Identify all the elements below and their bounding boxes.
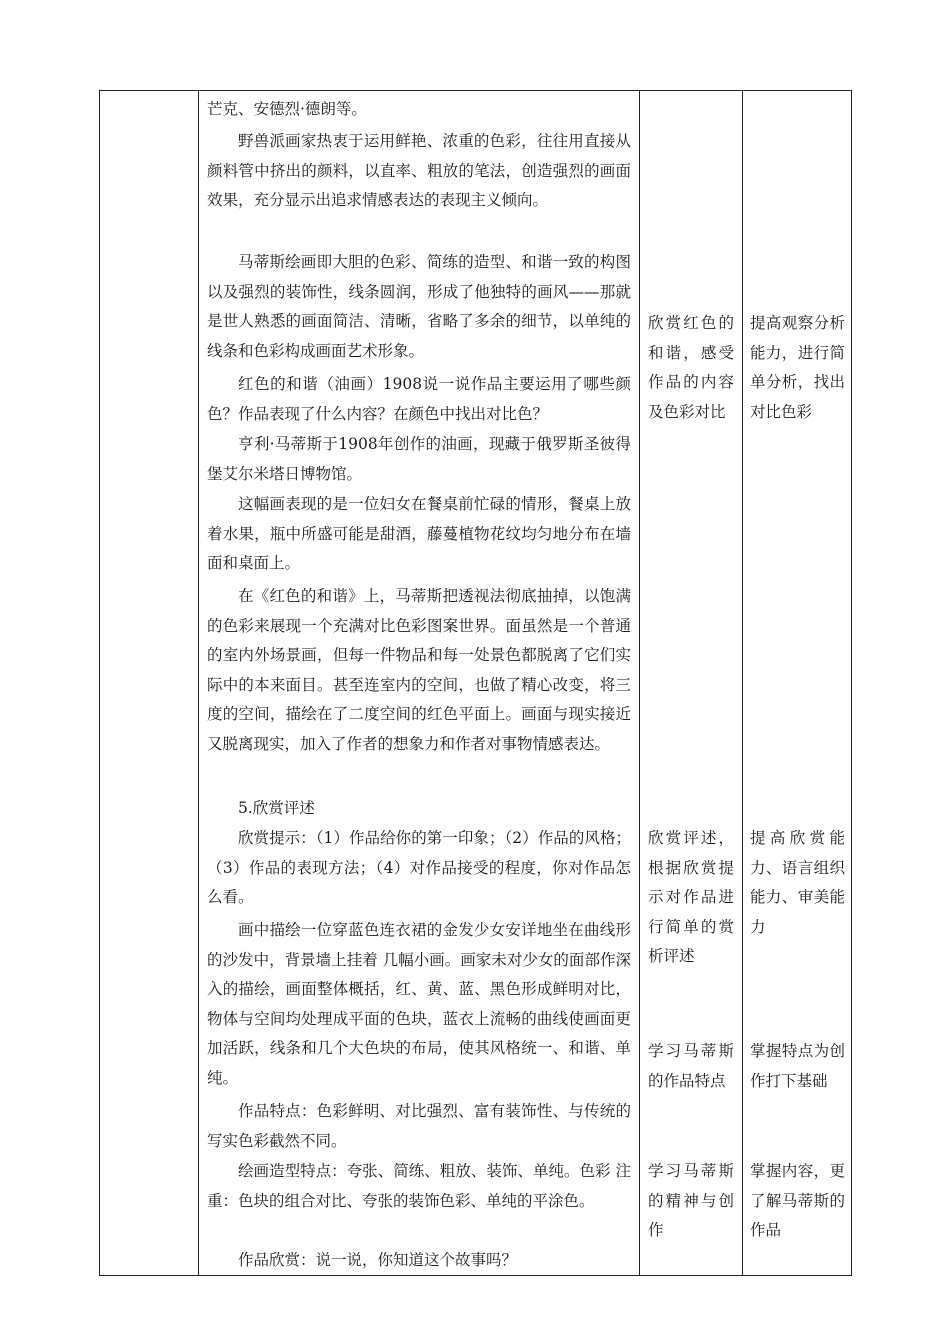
section-heading: 5.欣赏评述: [238, 799, 315, 817]
column-divider: [639, 91, 640, 1275]
column-divider: [198, 91, 199, 1275]
teaching-content-paragraph: 在《红色的和谐》上，马蒂斯把透视法彻底抽掉，以饱满的色彩来展现一个充满对比色彩图案世界。面虽然是一个普通的室内外场景画，但每一件物品和每一处景色都脱离了它们实际中的本来面目。甚至连室内的空间，也做了精心改变，将三度的空间，描绘在了二度空间的红色平面上。画面与现实接近又脱离现实，加入了作者的想象力和作者对事物情感表达。: [207, 587, 631, 753]
teaching-content-paragraph: 芒克、安德烈·德朗等。: [207, 100, 367, 118]
teaching-content-paragraph: 作品欣赏：说一说，你知道这个故事吗？: [238, 1251, 518, 1269]
teaching-content-paragraph: 这幅画表现的是一位妇女在餐桌前忙碌的情形，餐桌上放着水果，瓶中所盛可能是甜酒，藤蔓植物花纹均匀地分布在墙面和桌面上。: [207, 495, 631, 573]
teaching-content-paragraph: 马蒂斯绘画即大胆的色彩、简练的造型、和谐一致的构图以及强烈的装饰性，线条圆润，形成了他独特的画风——那就是世人熟悉的画面简洁、清晰，省略了多余的细节，以单纯的线条和色彩构成画面艺术形象。: [207, 253, 631, 360]
student-activity-cell: 欣赏红色的和谐，感受作品的内容及色彩对比: [648, 314, 734, 421]
teaching-content-paragraph: 画中描绘一位穿蓝色连衣裙的金发少女安详地坐在曲线形的沙发中，背景墙上挂着 几幅小画。画家未对少女的面部作深入的描绘，画面整体概括，红、黄、蓝、黑色形成鲜明对比，物体与空间均处理成平面的色块，蓝衣上流畅的曲线使画面更加活跃，线条和几个大色块的布局，使其风格统一、和谐、单纯。: [207, 921, 631, 1087]
teaching-content-paragraph: 作品特点：色彩鲜明、对比强烈、富有装饰性、与传统的写实色彩截然不同。: [207, 1102, 631, 1150]
lesson-plan-table: [99, 90, 852, 1276]
design-intent-cell: 掌握内容，更了解马蒂斯的作品: [750, 1162, 845, 1240]
design-intent-cell: 提高观察分析能力，进行简单分析，找出对比色彩: [750, 314, 845, 421]
student-activity-cell: 欣赏评述，根据欣赏提示对作品进行简单的赏析评述: [648, 829, 734, 966]
teaching-content-paragraph: 欣赏提示：（1）作品给你的第一印象；（2）作品的风格；（3）作品的表现方法；（4）对作品接受的程度，你对作品怎么看。: [207, 829, 631, 907]
design-intent-cell: 提高欣赏能力、语言组织能力、审美能力: [750, 829, 845, 936]
design-intent-cell: 掌握特点为创作打下基础: [750, 1042, 845, 1090]
teaching-content-paragraph: 亨利·马蒂斯于1908年创作的油画，现藏于俄罗斯圣彼得堡艾尔米塔日博物馆。: [207, 435, 631, 483]
column-divider: [742, 91, 743, 1275]
teaching-content-paragraph: 绘画造型特点：夸张、简练、粗放、装饰、单纯。色彩 注重：色块的组合对比、夸张的装饰色彩、单纯的平涂色。: [207, 1162, 631, 1210]
teaching-content-paragraph: 红色的和谐（油画）1908说一说作品主要运用了哪些颜色？作品表现了什么内容？在颜色中找出对比色？: [207, 375, 631, 423]
student-activity-cell: 学习马蒂斯的精神与创作: [648, 1162, 734, 1240]
student-activity-cell: 学习马蒂斯的作品特点: [648, 1042, 734, 1090]
teaching-content-paragraph: 野兽派画家热衷于运用鲜艳、浓重的色彩，往往用直接从颜料管中挤出的颜料，以直率、粗放的笔法，创造强烈的画面效果，充分显示出追求情感表达的表现主义倾向。: [207, 132, 631, 210]
